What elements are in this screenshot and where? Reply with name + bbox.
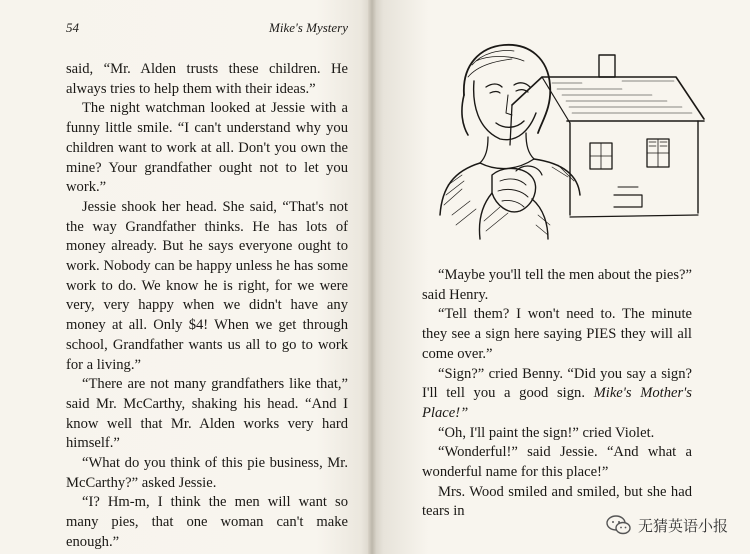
- right-page: [372, 0, 750, 554]
- watermark: [606, 514, 728, 536]
- paragraph: Mrs. Wood smiled and smiled, but she had tears in: [422, 483, 692, 520]
- paragraph: “Oh, I'll paint the sign!” cried Violet.: [438, 424, 655, 441]
- left-page-text: [66, 60, 348, 553]
- wechat-icon: [606, 514, 632, 536]
- paragraph: “What do you think of this pie business, Mr. McCarthy?” asked Jessie.: [66, 455, 348, 491]
- paragraph: “There are not many grandfathers like that,” said Mr. McCarthy, shaking his head. “And I know well that Mr. Alden works very hard himself.”: [66, 376, 348, 452]
- book-gutter: [368, 0, 376, 554]
- paragraph: “Wonderful!” said Jessie. “And what a wonderful name for this place!”: [422, 444, 692, 481]
- paragraph: “Tell them? I won't need to. The minute they see a sign here saying PIES they will all come over.”: [422, 306, 692, 362]
- chapter-title: Mike's Mystery: [269, 20, 348, 35]
- left-page: [0, 0, 372, 554]
- paragraph: The night watchman looked at Jessie with a funny little smile. “I can't understand why you children want to work at all. Don't you own the mine? Your grandfather ought not to let you work.”: [66, 100, 348, 196]
- watermark-text: 无猜英语小报: [637, 516, 728, 535]
- illustration-woman-house: [392, 25, 724, 240]
- sign-name-italic: Mike's Mother's Place!”: [422, 385, 692, 421]
- paragraph: “Maybe you'll tell the men about the pies?” said Henry.: [422, 267, 692, 303]
- paragraph: [422, 365, 692, 424]
- right-page-text: [422, 266, 692, 522]
- paragraph: said, “Mr. Alden trusts these children. He always tries to help them with their ideas.”: [66, 61, 348, 97]
- page-number: 54: [66, 20, 79, 35]
- paragraph: Jessie shook her head. She said, “That's not the way Grandfather thinks. He has lots of money already. But he says everyone ought to work. Nobody can be happy unless he has some work to do. We know he is right, for we were very, very happy when we didn't have any money at all. Only $4! When we get through school, Grandfather wants us all to go to work for a living.”: [66, 198, 348, 373]
- paragraph: “I? Hm-m, I think the men will want so many pies, that one woman can't make enough.”: [66, 494, 348, 550]
- sign-quote-text: “Sign?” cried Benny. “Did you say a sign? I'll tell you a good sign.: [422, 365, 692, 402]
